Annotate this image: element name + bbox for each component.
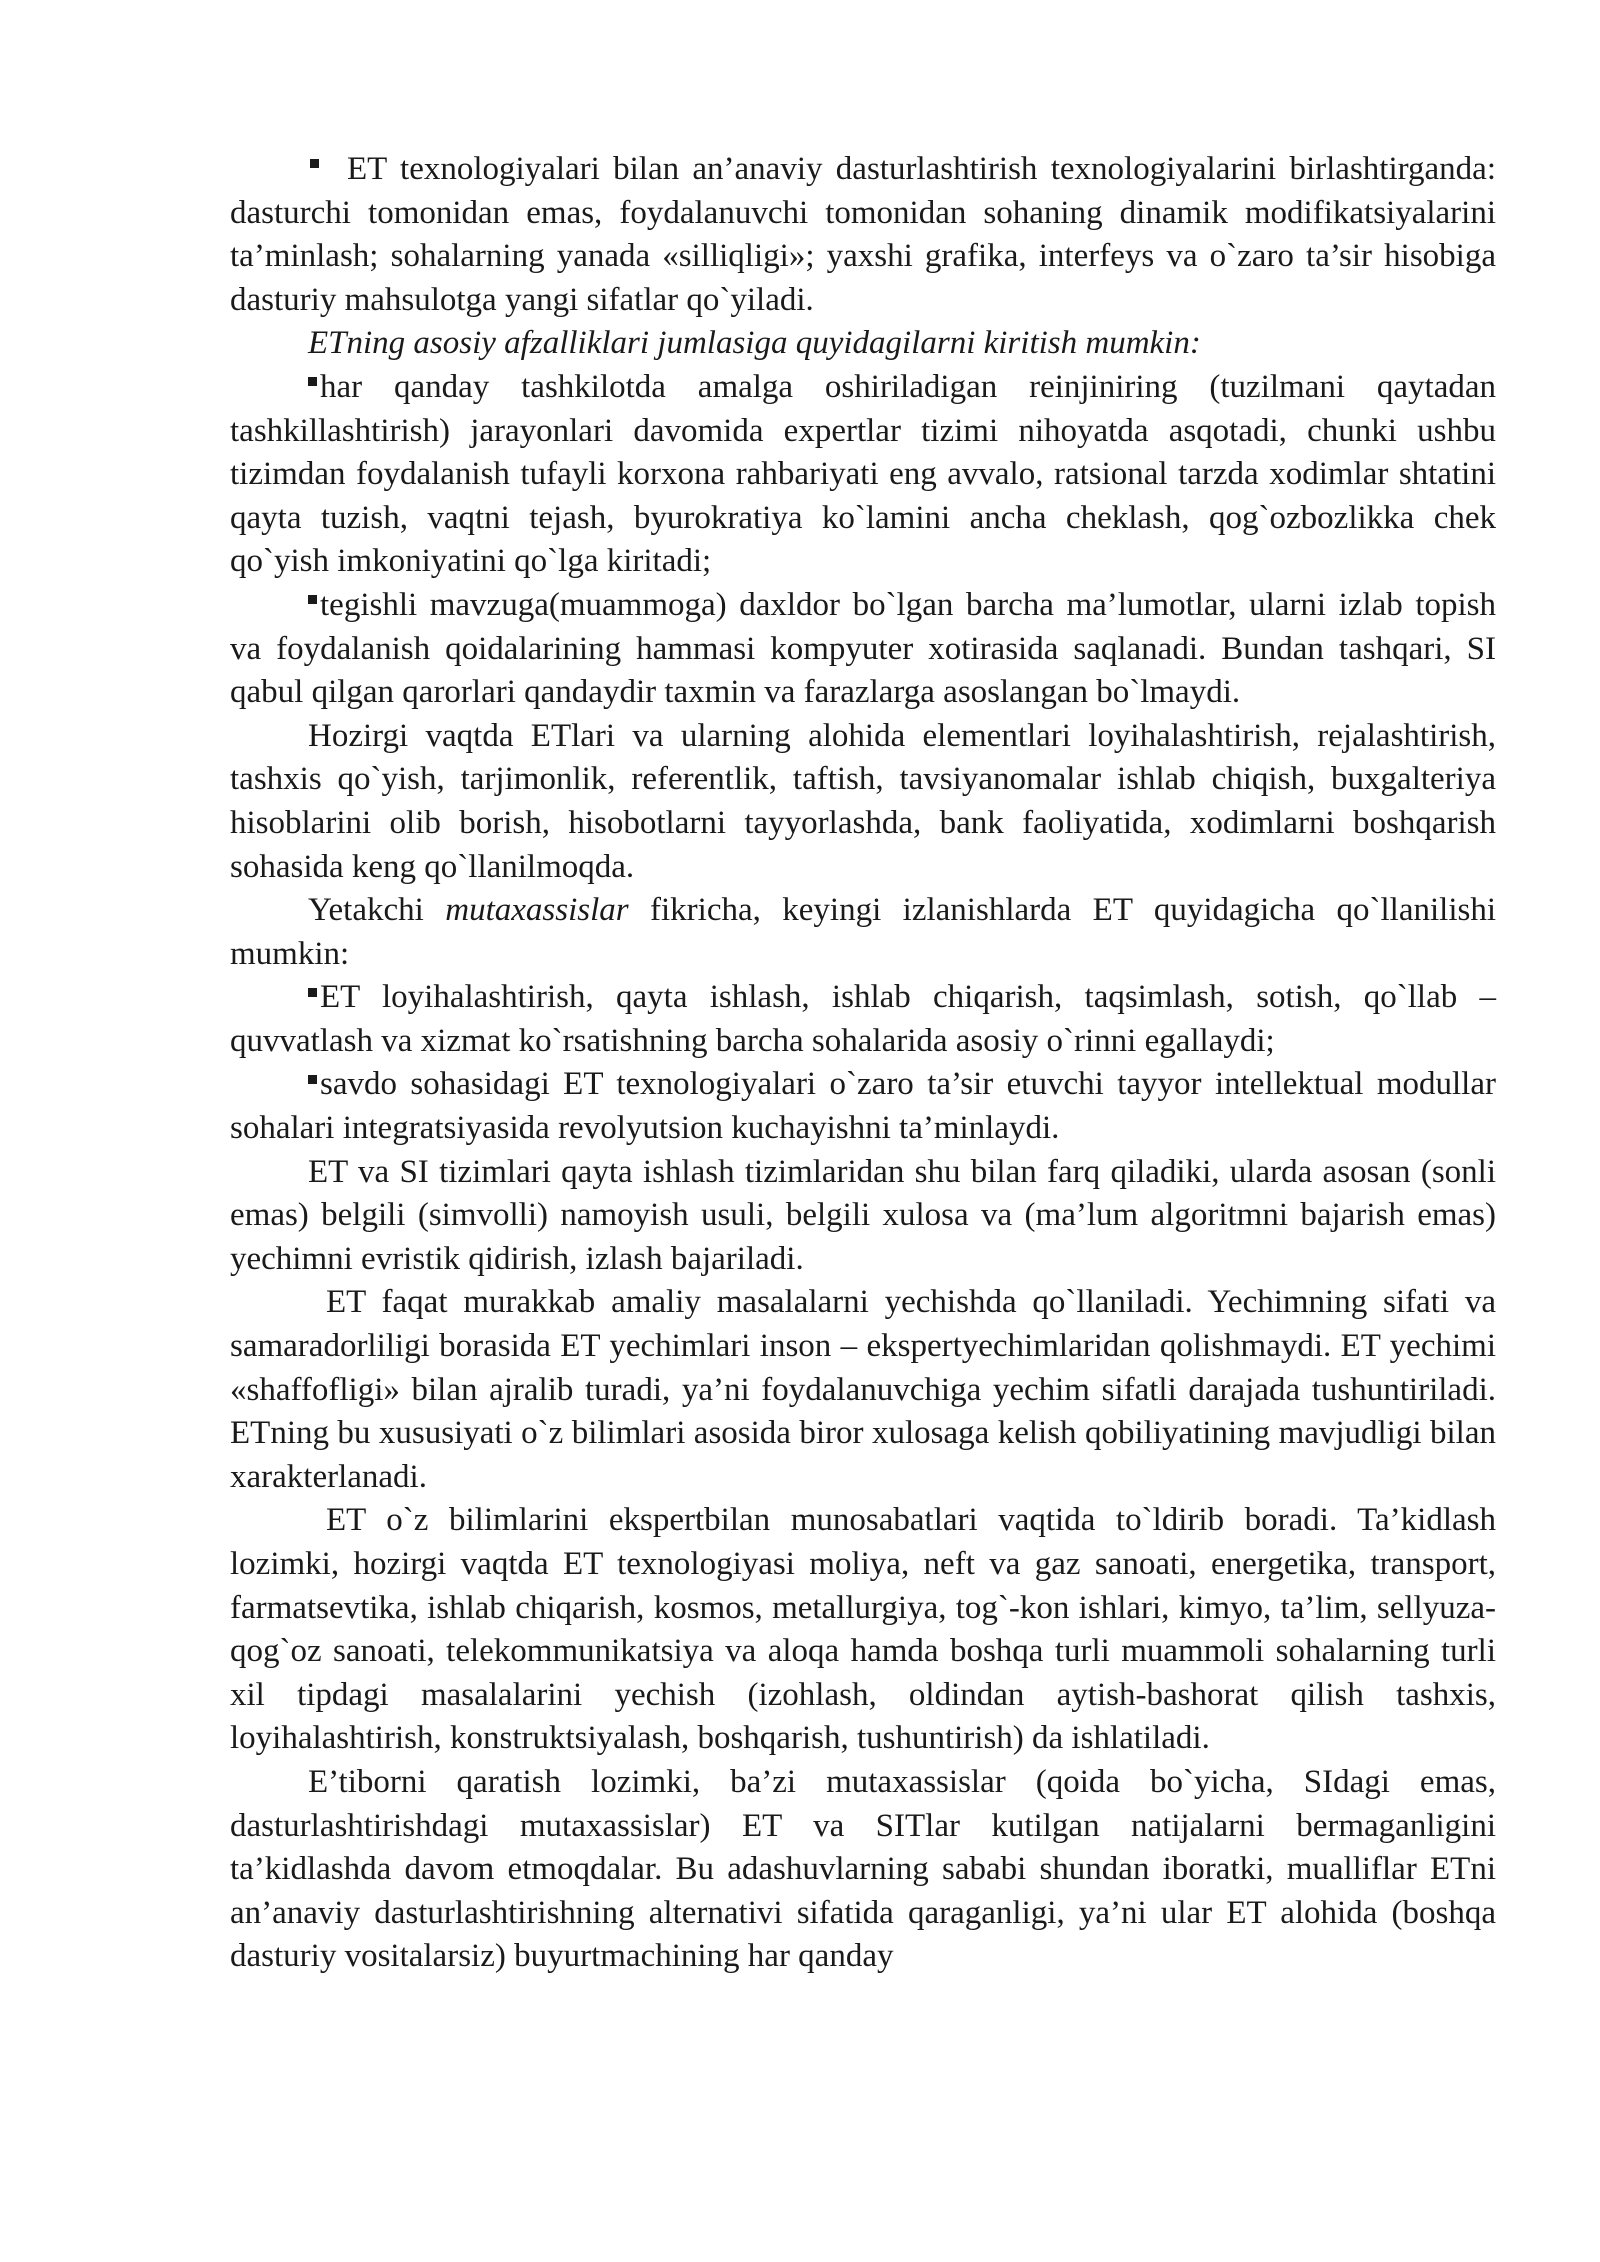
paragraph-6-text-end: fikricha, keyingi izlanishlarda ET quyidagicha qo`llanilishi mumkin: — [230, 892, 1496, 972]
paragraph-5-text: Hozirgi vaqtda ETlari va ularning alohida elementlari loyihalashtirish, rejalashtirish, tashxis qo`yish, tarjimonlik, referentlik, taftish, tavsiyanomalar ishlab chiqish, buxgalteriya hisoblarini olib borish, hisobotlarni tayyorlashda, bank faoliyatida, xodimlarni boshqarish sohasida keng qo`llanilmoqda. — [230, 717, 1496, 885]
paragraph-3-text: har qanday tashkilotda amalga oshiriladigan reinjiniring (tuzilmani qaytadan tashkillashtirish) jarayonlari davomida expertlar tizimi nihoyatda asqotadi, chunki ushbu tizimdan foydalanish tufayli korxona rahbariyati eng avvalo, ratsional tarzda xodimlar shtatini qayta tuzish, vaqtni tejash, byurokratiya ko`lamini ancha cheklash, qog`ozbozlikka chek qo`yish imkoniyatini qo`lga kiritadi; — [230, 368, 1496, 580]
paragraph-10-text: ET faqat murakkab amaliy masalalarni yechishda qo`llaniladi. Yechimning sifati va samaradorliligi borasida ET yechimlari inson – ekspertyechimlaridan qolishmaydi. ET yechimi «shaffofligi» bilan ajralib turadi, ya’ni foydalanuvchiga yechim sifatli darajada tushuntiriladi. ETning bu xususiyati o`z bilimlari asosida biror xulosaga kelish qobiliyatining mavjudligi bilan xarakterlanadi. — [230, 1284, 1496, 1495]
paragraph-9 — [230, 1151, 1496, 1282]
square-bullet-icon — [308, 1075, 317, 1084]
square-bullet-icon — [310, 159, 319, 168]
paragraph-7-text: ET loyihalashtirish, qayta ishlash, ishlab chiqarish, taqsimlash, sotish, qo`llab – quvvatlash va xizmat ko`rsatishning barcha sohalarida asosiy o`rinni egallaydi; — [230, 979, 1496, 1059]
paragraph-5 — [230, 715, 1496, 889]
paragraph-8-text: savdo sohasidagi ET texnologiyalari o`zaro ta’sir etuvchi tayyor intellektual modullar sohalari integratsiyasida revolyutsion kuchayishni ta’minlaydi. — [230, 1066, 1496, 1147]
square-bullet-icon — [308, 377, 317, 386]
paragraph-6 — [230, 889, 1496, 976]
paragraph-12-text: E’tiborni qaratish lozimki, ba’zi mutaxassislar (qoida bo`yicha, SIdagi emas, dasturlashtirishdagi mutaxassislar) ET va SITlar kutilgan natijalarni bermaganligini ta’kidlashda davom etmoqdalar. Bu adashuvlarning sababi shundan iboratki, mualliflar ETni an’anaviy dasturlashtirishning alternativi sifatida qaraganligi, ya’ni ular ET alohida (boshqa dasturiy vositalarsiz) buyurtmachining har qanday — [230, 1763, 1496, 1975]
square-bullet-icon — [308, 595, 317, 604]
paragraph-2 — [230, 322, 1496, 366]
paragraph-10 — [230, 1281, 1496, 1499]
paragraph-4-text: tegishli mavzuga(muammoga) daxldor bo`lgan barcha ma’lumotlar, ularni izlab topish va foydalanish qoidalarining hammasi kompyuter xotirasida saqlanadi. Bundan tashqari, SI qabul qilgan qarorlari qandaydir taxmin va farazlarga asoslangan bo`lmaydi. — [230, 586, 1496, 711]
document-page — [230, 148, 1496, 1979]
paragraph-11-text: ET o`z bilimlarini ekspertbilan munosabatlari vaqtida to`ldirib boradi. Ta’kidlash lozimki, hozirgi vaqtda ET texnologiyasi moliya, neft va gaz sanoati, energetika, transport, farmatsevtika, ishlab chiqarish, kosmos, metallurgiya, tog`-kon ishlari, kimyo, ta’lim, sellyuza-qog`oz sanoati, telekommunikatsiya va aloqa hamda boshqa turli muammoli sohalarning turli xil tipdagi masalalarini yechish (izohlash, oldindan aytish-bashorat qilish tashxis, loyihalashtirish, konstruktsiyalash, boshqarish, tushuntirish) da ishlatiladi. — [230, 1502, 1496, 1757]
paragraph-12 — [230, 1761, 1496, 1979]
square-bullet-icon — [308, 988, 317, 997]
paragraph-11 — [230, 1499, 1496, 1761]
paragraph-8 — [230, 1063, 1496, 1150]
paragraph-9-text: ET va SI tizimlari qayta ishlash tizimlaridan shu bilan farq qiladiki, ularda asosan (sonli emas) belgili (simvolli) namoyish usuli, belgili xulosa va (ma’lum algoritmni bajarish emas) yechimni evristik qidirish, izlash bajariladi. — [230, 1153, 1496, 1277]
paragraph-1 — [230, 148, 1496, 322]
paragraph-6-italic-term: mutaxassislar — [445, 892, 629, 929]
paragraph-3 — [230, 366, 1496, 584]
paragraph-7 — [230, 976, 1496, 1063]
paragraph-2-text: ETning asosiy afzalliklari jumlasiga quyidagilarni kiritish mumkin: — [308, 325, 1201, 362]
paragraph-6-text-start: Yetakchi — [308, 892, 446, 929]
paragraph-1-text: ET texnologiyalari bilan an’anaviy dasturlashtirish texnologiyalarini birlashtirganda: dasturchi tomonidan emas, foydalanuvchi tomonidan sohaning dinamik modifikatsiyalarini ta’minlash; sohalarning yanada «silliqligi»; yaxshi grafika, interfeys va o`zaro ta’sir hisobiga dasturiy mahsulotga yangi sifatlar qo`yiladi. — [230, 151, 1496, 318]
paragraph-4 — [230, 584, 1496, 715]
